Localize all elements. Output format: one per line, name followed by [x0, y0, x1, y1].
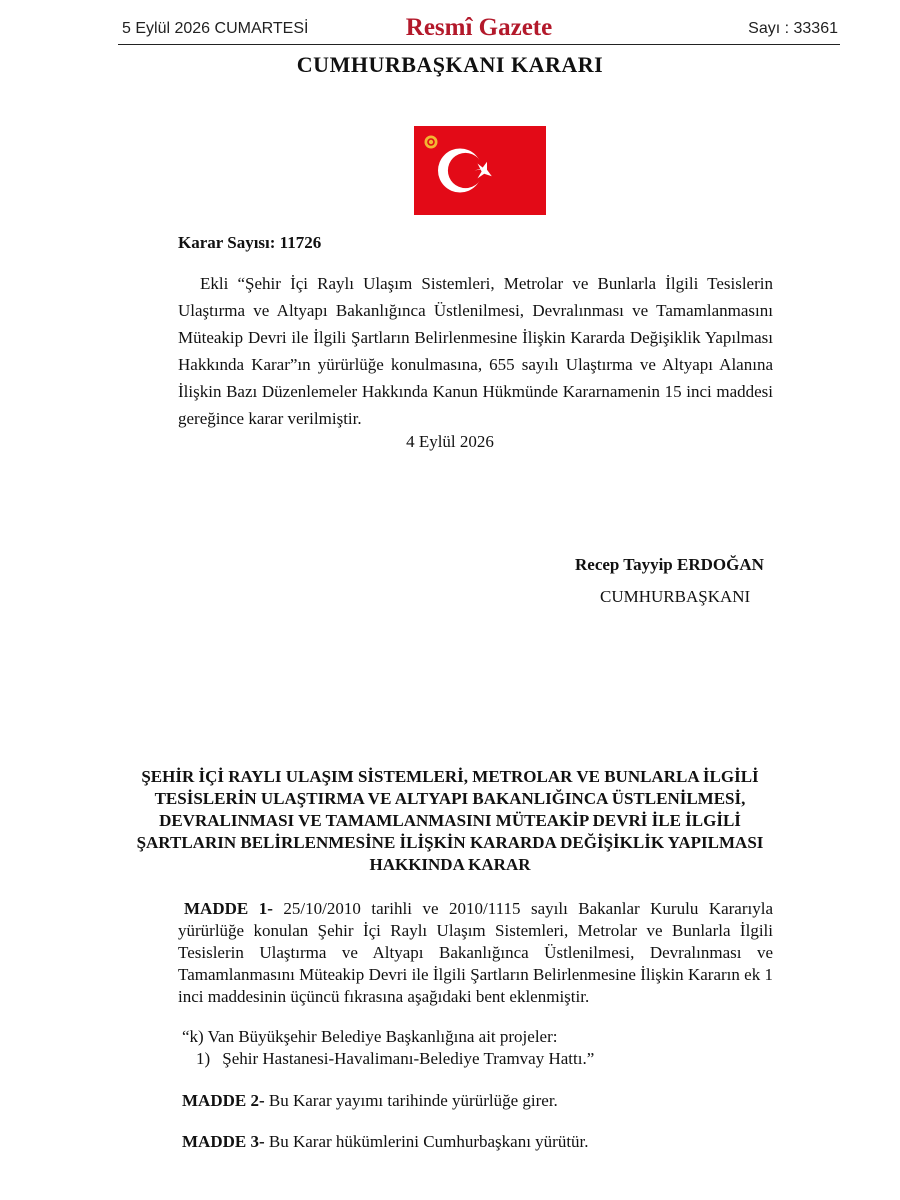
decision-number: Karar Sayısı: 11726	[178, 233, 322, 252]
annex-title-line: ŞARTLARIN BELİRLENMESİNE İLİŞKİN KARARDA DEĞİŞİKLİK YAPILMASI	[136, 833, 764, 852]
annex-title-line: TESİSLERİN ULAŞTIRMA VE ALTYAPI BAKANLIĞINCA ÜSTLENİLMESİ,	[154, 789, 746, 808]
gazette-header	[118, 10, 840, 45]
inserted-clause-item	[196, 1049, 594, 1069]
article-3-heading: MADDE 3-	[182, 1132, 265, 1151]
annex-title-line: HAKKINDA KARAR	[369, 855, 531, 874]
decision-date: 4 Eylül 2026	[406, 432, 494, 451]
article-1-text: 25/10/2010 tarihli ve 2010/1115 sayılı Bakanlar Kurulu Kararıyla yürürlüğe konulan Şehir İçi Raylı Ulaşım Sistemleri, Metrolar ve Bunlarla İlgili Tesislerin Ulaştırma ve Altyapı Bakanlığınca Üstlenilmesi, Devralınması ve Tamamlanmasını Müteakip Devri ile İlgili Şartların Belirlenmesine İlişkin Kararın ek 1 inci maddesinin üçüncü fıkrasına aşağıdaki bent eklenmiştir.	[178, 899, 774, 1006]
gazette-logo: Resmî Gazete	[405, 14, 553, 41]
inserted-item-text: Şehir Hastanesi-Havalimanı-Belediye Tramvay Hattı.”	[222, 1049, 595, 1068]
annex-title-line: DEVRALINMASI VE TAMAMLANMASINI MÜTEAKİP DEVRİ İLE İLGİLİ	[159, 811, 741, 830]
article-2-text: Bu Karar yayımı tarihinde yürürlüğe girer.	[268, 1091, 558, 1110]
annex-title	[100, 766, 800, 876]
article-1-heading: MADDE 1-	[184, 899, 273, 918]
inserted-clause: “k) Van Büyükşehir Belediye Başkanlığına ait projeler:	[182, 1027, 558, 1046]
article-3-text: Bu Karar hükümlerini Cumhurbaşkanı yürütür.	[268, 1132, 589, 1151]
annex-title-line: ŞEHİR İÇİ RAYLI ULAŞIM SİSTEMLERİ, METROLAR VE BUNLARLA İLGİLİ	[141, 767, 759, 786]
article-3	[182, 1132, 589, 1152]
turkish-flag-icon	[414, 126, 546, 215]
inserted-item-number: 1)	[196, 1049, 211, 1068]
issue-number: Sayı : 33361	[748, 20, 838, 37]
intro-paragraph: Ekli “Şehir İçi Raylı Ulaşım Sistemleri, Metrolar ve Bunlarla İlgili Tesislerin Ulaştırma ve Altyapı Bakanlığınca Üstlenilmesi, Devralınması ve Tamamlanmasını Müteakip Devri ile İlgili Şartların Belirlenmesine İlişkin Kararda Değişiklik Yapılması Hakkında Karar”ın yürürlüğe konulmasına, 655 sayılı Ulaştırma ve Altyapı Alanına İlişkin Bazı Düzenlemeler Hakkında Kanun Hükmünde Kararnamenin 15 inci maddesi gereğince karar verilmiştir.	[178, 274, 773, 428]
article-2	[182, 1091, 558, 1111]
signatory-title: CUMHURBAŞKANI	[600, 587, 751, 606]
signatory-name: Recep Tayyip ERDOĞAN	[575, 555, 764, 574]
publication-date: 5 Eylül 2026 CUMARTESİ	[122, 20, 309, 37]
article-2-heading: MADDE 2-	[182, 1091, 265, 1110]
document-title: CUMHURBAŞKANI KARARI	[296, 52, 604, 77]
article-1	[178, 898, 773, 1008]
presidential-seal-icon	[425, 136, 438, 149]
